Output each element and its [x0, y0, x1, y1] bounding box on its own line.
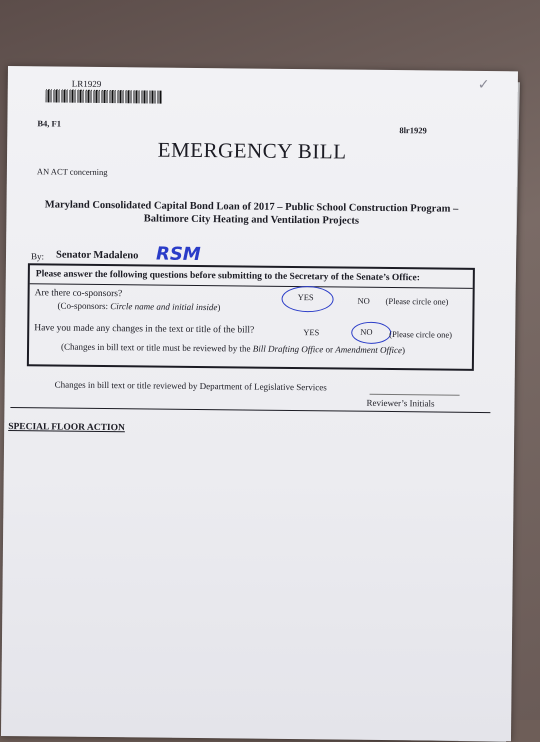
- handwritten-circle-yes: [281, 286, 333, 313]
- note-prefix: (Changes in bill text or title must be reviewed by the: [61, 341, 253, 354]
- hint-italic: Circle name and initial inside: [110, 301, 218, 313]
- special-floor-action-heading: SPECIAL FLOOR ACTION: [8, 422, 125, 434]
- subject-line-2: Baltimore City Heating and Ventilation Projects: [143, 213, 360, 227]
- note-suffix: ): [401, 345, 406, 356]
- changes-no-option[interactable]: NO: [360, 326, 373, 337]
- questionnaire-instruction: Please answer the following questions before submitting to the Secretary of the Senate’s Office:: [35, 269, 420, 284]
- bill-subject: [6, 198, 496, 229]
- reviewer-initials-label: Reviewer’s Initials: [366, 397, 435, 409]
- changes-review-note: [61, 342, 405, 356]
- page-title: EMERGENCY BILL: [157, 137, 347, 164]
- question-changes: Have you made any changes in the text or title of the bill?: [34, 323, 255, 336]
- barcode: [46, 89, 162, 103]
- note-italic-2: Amendment Office: [335, 344, 403, 356]
- checkmark-icon: ✓: [477, 77, 490, 94]
- cosponsors-circle-instruction: (Please circle one): [385, 295, 449, 307]
- cosponsors-yes-option[interactable]: YES: [297, 292, 314, 303]
- cosponsors-hint: [57, 301, 220, 313]
- dls-review-text: Changes in bill text or title reviewed by Department of Legislative Services: [54, 379, 327, 393]
- bill-code: 8lr1929: [399, 125, 427, 136]
- changes-yes-option[interactable]: YES: [303, 327, 320, 338]
- cosponsors-no-option[interactable]: NO: [357, 295, 370, 306]
- handwritten-circle-no: [351, 322, 391, 344]
- question-cosponsors: Are there co-sponsors?: [34, 288, 123, 300]
- changes-circle-instruction: (Please circle one): [389, 329, 453, 340]
- note-mid: or: [323, 344, 336, 355]
- note-italic-1: Bill Drafting Office: [252, 343, 324, 355]
- act-line: AN ACT concerning: [36, 166, 108, 178]
- questionnaire-box: [27, 263, 475, 371]
- subject-line-1: Maryland Consolidated Capital Bond Loan of 2017 – Public School Construction Program –: [44, 199, 459, 215]
- bill-document: [1, 66, 518, 741]
- hint-suffix: ): [217, 302, 221, 313]
- sponsor-name: Senator Madaleno: [55, 249, 139, 262]
- hint-prefix: (Co-sponsors:: [57, 300, 111, 312]
- reviewer-initials-line[interactable]: [370, 394, 460, 396]
- lr-code: LR1929: [71, 78, 102, 89]
- handwritten-initials: RSM: [155, 243, 201, 266]
- committee-code: B4, F1: [37, 118, 62, 129]
- by-label: By:: [30, 251, 45, 262]
